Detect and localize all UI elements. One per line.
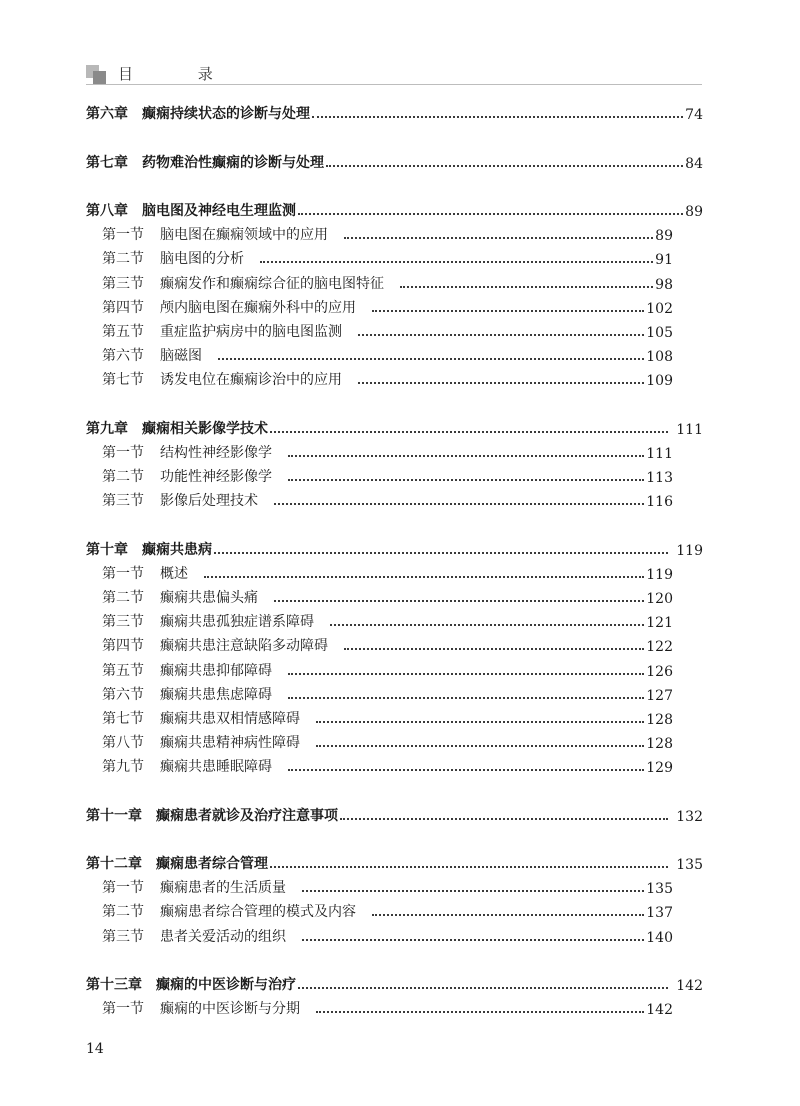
dot-leader bbox=[340, 818, 668, 820]
page-reference: 113 bbox=[646, 470, 673, 486]
section-number: 第四节 bbox=[102, 638, 144, 655]
toc-section-entry[interactable] bbox=[86, 994, 703, 1018]
section-title: 概述 bbox=[160, 565, 188, 582]
dot-leader bbox=[316, 1011, 644, 1013]
chapter-title: 癫痫相关影像学技术 bbox=[142, 420, 268, 437]
page-header bbox=[86, 62, 702, 86]
toc-section-entry[interactable] bbox=[86, 559, 703, 583]
section-title: 癫痫患者综合管理的模式及内容 bbox=[160, 904, 356, 921]
section-title: 脑电图在癫痫领域中的应用 bbox=[160, 227, 328, 244]
section-title: 脑磁图 bbox=[160, 348, 202, 365]
section-number: 第二节 bbox=[102, 904, 144, 921]
toc-spacer bbox=[86, 389, 703, 413]
page-reference: 102 bbox=[646, 300, 673, 317]
header-rule bbox=[86, 84, 702, 85]
dot-leader bbox=[326, 165, 683, 167]
toc-section-entry[interactable] bbox=[86, 921, 703, 945]
dot-leader bbox=[330, 624, 644, 626]
table-of-contents bbox=[86, 99, 703, 1018]
section-number: 第三节 bbox=[102, 614, 144, 631]
page-reference: 142 bbox=[646, 1002, 673, 1019]
dot-leader bbox=[312, 116, 683, 118]
dot-leader bbox=[302, 890, 644, 892]
dot-leader bbox=[358, 334, 644, 336]
dot-leader bbox=[344, 237, 653, 239]
chapter-title: 癫痫共患病 bbox=[142, 541, 212, 558]
page-reference: 84 bbox=[685, 155, 703, 172]
section-number: 第七节 bbox=[102, 710, 144, 727]
chapter-number: 第十二章 bbox=[86, 856, 142, 872]
chapter-title: 癫痫持续状态的诊断与处理 bbox=[142, 106, 310, 123]
chapter-number: 第七章 bbox=[86, 154, 128, 171]
toc-section-entry[interactable] bbox=[86, 631, 703, 655]
chapter-title: 癫痫患者就诊及治疗注意事项 bbox=[156, 807, 338, 824]
dot-leader bbox=[358, 382, 644, 384]
section-title: 癫痫共患焦虑障碍 bbox=[160, 686, 272, 703]
section-title: 癫痫发作和癫痫综合征的脑电图特征 bbox=[160, 275, 384, 292]
page-reference: 121 bbox=[646, 615, 673, 632]
section-number: 第一节 bbox=[102, 227, 144, 244]
page-reference: 119 bbox=[676, 542, 703, 559]
toc-section-entry[interactable] bbox=[86, 607, 703, 631]
section-number: 第四节 bbox=[102, 299, 144, 316]
dot-leader bbox=[302, 939, 644, 941]
toc-section-entry[interactable] bbox=[86, 365, 703, 389]
toc-chapter-entry[interactable] bbox=[86, 413, 703, 437]
chapter-title: 癫痫的中医诊断与治疗 bbox=[156, 976, 296, 993]
section-number: 第五节 bbox=[102, 323, 144, 340]
chapter-number: 第十章 bbox=[86, 541, 128, 558]
section-number: 第一节 bbox=[102, 1001, 144, 1018]
section-title: 癫痫共患抑郁障碍 bbox=[160, 662, 272, 679]
header-title: 目 录 bbox=[118, 65, 243, 83]
section-title: 癫痫共患双相情感障碍 bbox=[160, 710, 300, 727]
page-reference: 111 bbox=[676, 421, 703, 438]
dot-leader bbox=[372, 914, 644, 916]
page-reference: 116 bbox=[646, 494, 673, 511]
section-title: 癫痫共患精神病性障碍 bbox=[160, 735, 300, 752]
page-reference: 91 bbox=[655, 252, 673, 269]
page-reference: 128 bbox=[646, 736, 673, 753]
toc-section-entry[interactable] bbox=[86, 341, 703, 365]
section-title: 影像后处理技术 bbox=[160, 493, 258, 510]
page-number: 14 bbox=[86, 1041, 104, 1057]
toc-section-entry[interactable] bbox=[86, 244, 703, 268]
toc-spacer bbox=[86, 825, 703, 849]
chapter-number: 第十三章 bbox=[86, 976, 142, 993]
toc-spacer bbox=[86, 510, 703, 534]
dot-leader bbox=[298, 213, 683, 215]
dot-leader bbox=[214, 552, 668, 554]
toc-section-entry[interactable] bbox=[86, 728, 703, 752]
page-reference: 135 bbox=[676, 857, 703, 873]
toc-chapter-entry[interactable] bbox=[86, 800, 703, 824]
toc-chapter-entry[interactable] bbox=[86, 99, 703, 123]
toc-spacer bbox=[86, 172, 703, 196]
section-number: 第一节 bbox=[102, 444, 144, 461]
section-number: 第九节 bbox=[102, 759, 144, 776]
section-title: 癫痫共患注意缺陷多动障碍 bbox=[160, 638, 328, 655]
chapter-number: 第九章 bbox=[86, 420, 128, 437]
page-reference: 120 bbox=[646, 590, 673, 607]
dot-leader bbox=[204, 576, 644, 578]
toc-section-entry[interactable] bbox=[86, 462, 703, 486]
toc-section-entry[interactable] bbox=[86, 655, 703, 679]
dot-leader bbox=[260, 261, 653, 263]
chapter-title: 癫痫患者综合管理 bbox=[156, 856, 268, 872]
page-reference: 127 bbox=[646, 687, 673, 704]
page-reference: 89 bbox=[655, 228, 673, 245]
section-number: 第六节 bbox=[102, 348, 144, 365]
dot-leader bbox=[288, 697, 644, 699]
page-reference: 126 bbox=[646, 663, 673, 680]
section-number: 第五节 bbox=[102, 662, 144, 679]
toc-section-entry[interactable] bbox=[86, 680, 703, 704]
dot-leader bbox=[218, 358, 644, 360]
toc-section-entry[interactable] bbox=[86, 897, 703, 921]
section-title: 结构性神经影像学 bbox=[160, 444, 272, 461]
section-title: 癫痫共患孤独症谱系障碍 bbox=[160, 614, 314, 631]
toc-section-entry[interactable] bbox=[86, 752, 703, 776]
page-reference: 105 bbox=[646, 324, 673, 341]
section-title: 癫痫共患偏头痛 bbox=[160, 589, 258, 606]
section-number: 第七节 bbox=[102, 372, 144, 389]
chapter-title: 脑电图及神经电生理监测 bbox=[142, 202, 296, 219]
toc-section-entry[interactable] bbox=[86, 220, 703, 244]
chapter-number: 第八章 bbox=[86, 202, 128, 219]
section-number: 第三节 bbox=[102, 493, 144, 510]
page-reference: 109 bbox=[646, 373, 673, 390]
toc-section-entry[interactable] bbox=[86, 268, 703, 292]
dot-leader bbox=[274, 600, 644, 602]
toc-chapter-entry[interactable] bbox=[86, 849, 703, 873]
chapter-title: 药物难治性癫痫的诊断与处理 bbox=[142, 154, 324, 171]
section-number: 第二节 bbox=[102, 589, 144, 606]
page-reference: 137 bbox=[646, 905, 673, 922]
dot-leader bbox=[316, 721, 644, 723]
section-title: 颅内脑电图在癫痫外科中的应用 bbox=[160, 299, 356, 316]
section-title: 重症监护病房中的脑电图监测 bbox=[160, 323, 342, 340]
header-decoration-icon bbox=[93, 71, 106, 84]
toc-section-entry[interactable] bbox=[86, 583, 703, 607]
dot-leader bbox=[344, 648, 644, 650]
dot-leader bbox=[288, 455, 644, 457]
dot-leader bbox=[288, 479, 644, 481]
section-title: 诱发电位在癫痫诊治中的应用 bbox=[160, 372, 342, 389]
toc-chapter-entry[interactable] bbox=[86, 196, 703, 220]
dot-leader bbox=[298, 987, 668, 989]
section-title: 患者关爱活动的组织 bbox=[160, 928, 286, 945]
section-title: 癫痫的中医诊断与分期 bbox=[160, 1001, 300, 1018]
page-reference: 111 bbox=[646, 445, 673, 462]
dot-leader bbox=[372, 310, 644, 312]
toc-section-entry[interactable] bbox=[86, 486, 703, 510]
page-reference: 108 bbox=[646, 349, 673, 366]
toc-chapter-entry[interactable] bbox=[86, 534, 703, 558]
section-number: 第二节 bbox=[102, 469, 144, 485]
dot-leader bbox=[288, 673, 644, 675]
chapter-number: 第十一章 bbox=[86, 807, 142, 824]
section-number: 第二节 bbox=[102, 251, 144, 268]
chapter-number: 第六章 bbox=[86, 106, 128, 123]
section-number: 第六节 bbox=[102, 686, 144, 703]
toc-spacer bbox=[86, 123, 703, 147]
section-number: 第一节 bbox=[102, 565, 144, 582]
section-title: 癫痫患者的生活质量 bbox=[160, 880, 286, 897]
toc-spacer bbox=[86, 776, 703, 800]
section-number: 第一节 bbox=[102, 880, 144, 897]
section-title: 癫痫共患睡眠障碍 bbox=[160, 759, 272, 776]
toc-chapter-entry[interactable] bbox=[86, 970, 703, 994]
page-reference: 122 bbox=[646, 639, 673, 656]
section-title: 功能性神经影像学 bbox=[160, 469, 272, 485]
page-reference: 140 bbox=[646, 929, 673, 946]
page-reference: 119 bbox=[646, 566, 673, 583]
page-reference: 142 bbox=[676, 977, 703, 994]
page-reference: 129 bbox=[646, 760, 673, 777]
page-reference: 135 bbox=[646, 881, 673, 898]
dot-leader bbox=[270, 431, 668, 433]
dot-leader bbox=[270, 866, 668, 868]
dot-leader bbox=[400, 286, 653, 288]
toc-section-entry[interactable] bbox=[86, 293, 703, 317]
dot-leader bbox=[316, 745, 644, 747]
dot-leader bbox=[274, 503, 644, 505]
toc-spacer bbox=[86, 946, 703, 970]
toc-section-entry[interactable] bbox=[86, 438, 703, 462]
toc-section-entry[interactable] bbox=[86, 873, 703, 897]
page-reference: 74 bbox=[685, 107, 703, 124]
dot-leader bbox=[288, 769, 644, 771]
section-title: 脑电图的分析 bbox=[160, 251, 244, 268]
toc-chapter-entry[interactable] bbox=[86, 147, 703, 171]
page-reference: 132 bbox=[676, 808, 703, 825]
page-reference: 89 bbox=[685, 203, 703, 220]
page-reference: 98 bbox=[655, 276, 673, 293]
page-reference: 128 bbox=[646, 711, 673, 728]
section-number: 第三节 bbox=[102, 928, 144, 945]
toc-section-entry[interactable] bbox=[86, 317, 703, 341]
section-number: 第三节 bbox=[102, 275, 144, 292]
toc-section-entry[interactable] bbox=[86, 704, 703, 728]
section-number: 第八节 bbox=[102, 735, 144, 752]
